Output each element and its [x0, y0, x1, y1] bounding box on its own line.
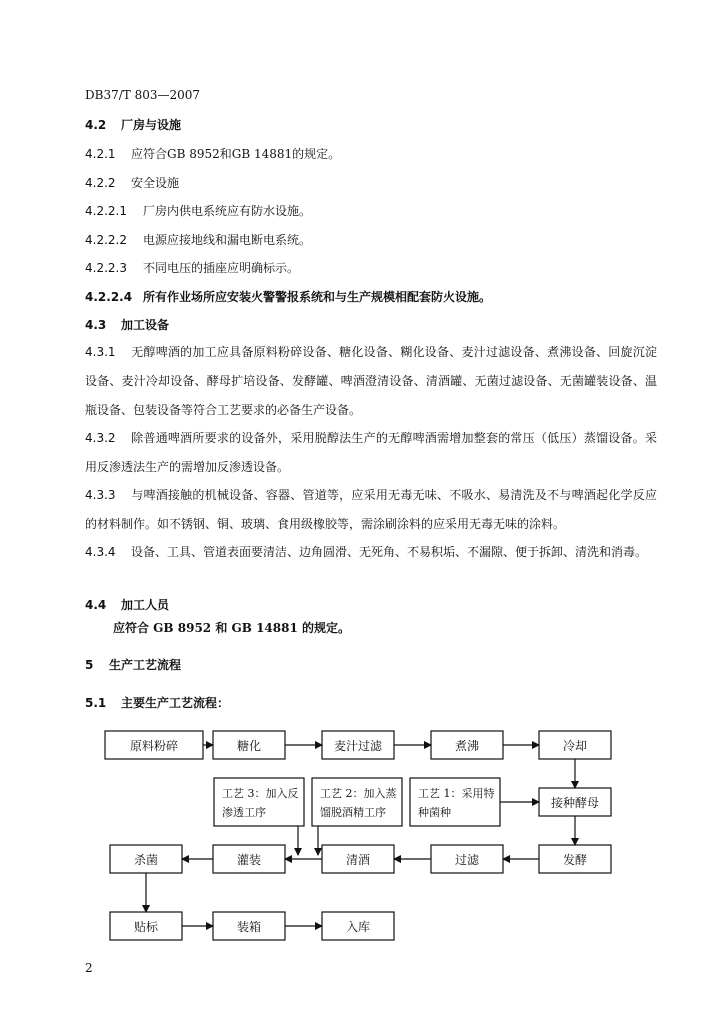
page-number: 2 — [85, 961, 93, 975]
note-3-line-2: 渗透工序 — [222, 806, 266, 819]
note-2-line-1: 工艺 2：加入蒸 — [320, 787, 397, 800]
section-4-2-1: 4.2.1 应符合GB 8952和GB 14881的规定。 — [85, 147, 341, 161]
flow-label-raw-milling: 原料粉碎 — [129, 739, 179, 753]
section-5: 5 生产工艺流程 — [85, 658, 182, 672]
section-4-2-2: 4.2.2 安全设施 — [85, 176, 180, 190]
paragraph-4-3-3: 4.3.3 与啤酒接触的机械设备、容器、管道等，应采用无毒无味、不吸水、易清洗及不与啤酒起化学反应的材料制作。如不锈钢、铜、玻璃、食用级橡胶等，需涂刷涂料的应采用无毒无味的涂料。 — [85, 488, 657, 531]
note-1-line-1: 工艺 1：采用特 — [418, 787, 495, 800]
section-4-3: 4.3 加工设备 — [85, 318, 170, 332]
paragraph-4-3-1: 4.3.1 无醇啤酒的加工应具备原料粉碎设备、糖化设备、糊化设备、麦汁过滤设备、煮沸设备、回旋沉淀设备、麦汁冷却设备、酵母扩培设备、发酵罐、啤酒澄清设备、清酒罐、无菌过滤设备、无菌罐装设备、温瓶设备、包装设备等符合工艺要求的必备生产设备。 — [85, 345, 657, 417]
section-4-2-2-3: 4.2.2.3 不同电压的插座应明确标示。 — [85, 261, 300, 275]
section-4-4: 4.4 加工人员 — [85, 598, 170, 612]
note-1-line-2: 种菌种 — [418, 806, 451, 819]
flow-label-labeling: 贴标 — [133, 920, 159, 934]
note-3-line-1: 工艺 3：加入反 — [222, 787, 299, 800]
paragraph-4-3-4: 4.3.4 设备、工具、管道表面要清洁、边角圆滑、无死角、不易积垢、不漏隙、便于拆卸、清洗和消毒。 — [85, 545, 648, 559]
flow-label-fermentation: 发酵 — [562, 853, 588, 867]
flow-label-packing: 装箱 — [236, 920, 262, 934]
section-4-2: 4.2 厂房与设施 — [85, 118, 182, 132]
flow-label-clear-beer: 清酒 — [345, 853, 371, 867]
section-5-1: 5.1 主要生产工艺流程： — [85, 696, 230, 710]
flow-label-warehousing: 入库 — [345, 920, 371, 934]
section-4-2-2-2: 4.2.2.2 电源应接地线和漏电断电系统。 — [85, 233, 312, 247]
section-4-2-2-4: 4.2.2.4 所有作业场所应安装火警警报系统和与生产规模相配套防火设施。 — [85, 290, 492, 304]
note-2-line-2: 馏脱酒精工序 — [320, 806, 386, 819]
flow-label-filling: 灌装 — [236, 853, 262, 867]
document-code: DB37/T 803—2007 — [85, 88, 201, 102]
flow-label-wort-filtering: 麦汁过滤 — [333, 739, 383, 753]
section-4-4-body: 应符合 GB 8952 和 GB 14881 的规定。 — [113, 621, 350, 635]
flow-label-sterilization: 杀菌 — [133, 853, 159, 867]
flow-label-cooling: 冷却 — [562, 739, 588, 753]
flow-label-inoculate-yeast: 接种酵母 — [550, 796, 600, 810]
paragraph-4-3-2: 4.3.2 除普通啤酒所要求的设备外，采用脱醇法生产的无醇啤酒需增加整套的常压（低压）蒸馏设备。采用反渗透法生产的需增加反渗透设备。 — [85, 431, 657, 474]
flow-label-saccharification: 糖化 — [236, 739, 262, 753]
section-4-2-2-1: 4.2.2.1 厂房内供电系统应有防水设施。 — [85, 204, 312, 218]
flow-label-boiling: 煮沸 — [454, 739, 480, 753]
flow-label-filtering: 过滤 — [454, 853, 480, 867]
